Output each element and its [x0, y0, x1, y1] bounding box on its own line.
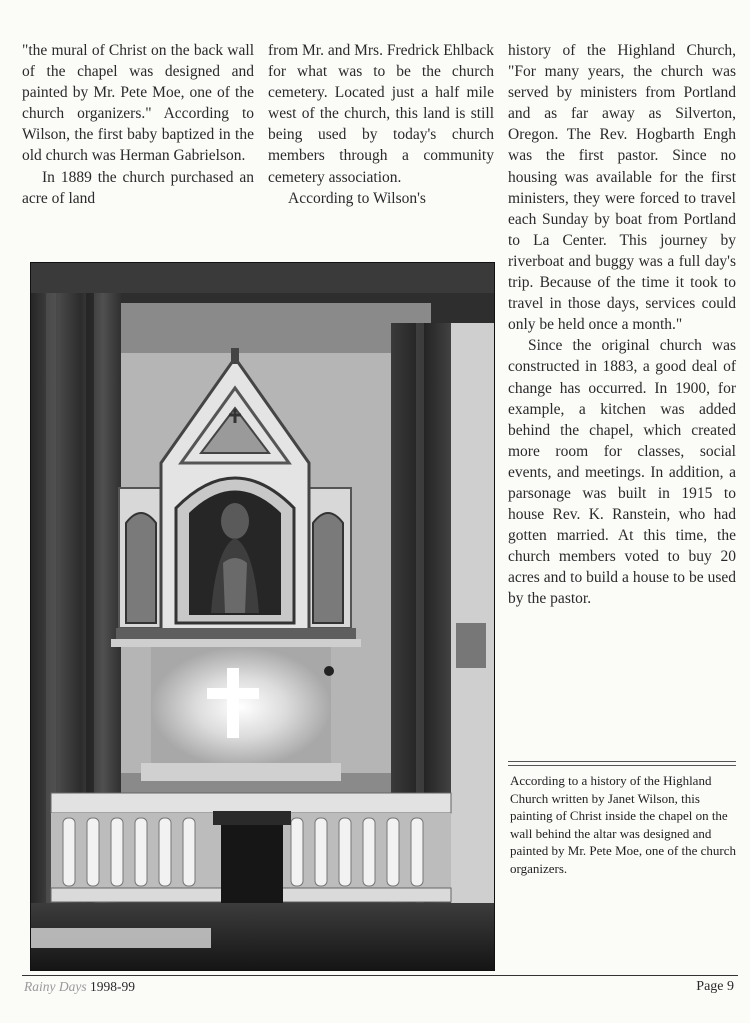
footer-publication: [24, 979, 135, 995]
footer-rule: [22, 975, 738, 976]
chapel-altar-photo: [30, 262, 495, 971]
article-column-3: [508, 40, 736, 610]
col2-paragraph-2: According to Wilson's: [288, 189, 426, 207]
article-column-2: [268, 40, 494, 209]
page-number: Page 9: [696, 979, 734, 994]
col1-paragraph-2: In 1889 the church purchased an acre of land: [22, 168, 254, 207]
caption-top-rule-2: [508, 765, 736, 766]
altar-illustration: [31, 263, 494, 970]
col3-paragraph-2: Since the original church was constructed in 1883, a good deal of change has occurred. In 1900, for example, a kitchen was added behind the chapel, which created more room for classes, social events, and meetings. In addition, a parsonage was built in 1915 to house Rev. K. Ranstein, who had gotten married. At this time, the church members voted to buy 20 acres and to build a house to be used by the pastor.: [508, 337, 736, 608]
col2-paragraph-1: from Mr. and Mrs. Fredrick Ehlback for what was to be the church cemetery. Located just a half mile west of the church, this land is still being used by today's church members through a community cemetery association.: [268, 42, 494, 186]
col1-paragraph-1: "the mural of Christ on the back wall of the chapel was designed and painted by Mr. Pete Moe, one of the church organizers." According to Wilson, the first baby baptized in the old church was Herman Gabrielson.: [22, 42, 254, 165]
article-column-1: [22, 40, 254, 209]
photo-caption: According to a history of the Highland Church written by Janet Wilson, this painting of Christ inside the chapel on the wall behind the altar was designed and painted by Mr. Pete Moe, one of the church organizers.: [510, 773, 736, 876]
issue-year: 1998-99: [89, 979, 135, 994]
caption-top-rule: [508, 761, 736, 762]
magazine-title: Rainy Days: [24, 979, 87, 994]
col3-paragraph-1: history of the Highland Church, "For many years, the church was served by ministers from Portland and as far away as Silverton, Oregon. The Rev. Hogbarth Engh was the first pastor. Since no housing was available for the first ministers, they were forced to travel each Sunday by boat from Portland to La Center. This journey by riverboat and buggy was a full day's trip. Because of the time it took to travel in those days, services could only be held once a month.": [508, 42, 736, 334]
